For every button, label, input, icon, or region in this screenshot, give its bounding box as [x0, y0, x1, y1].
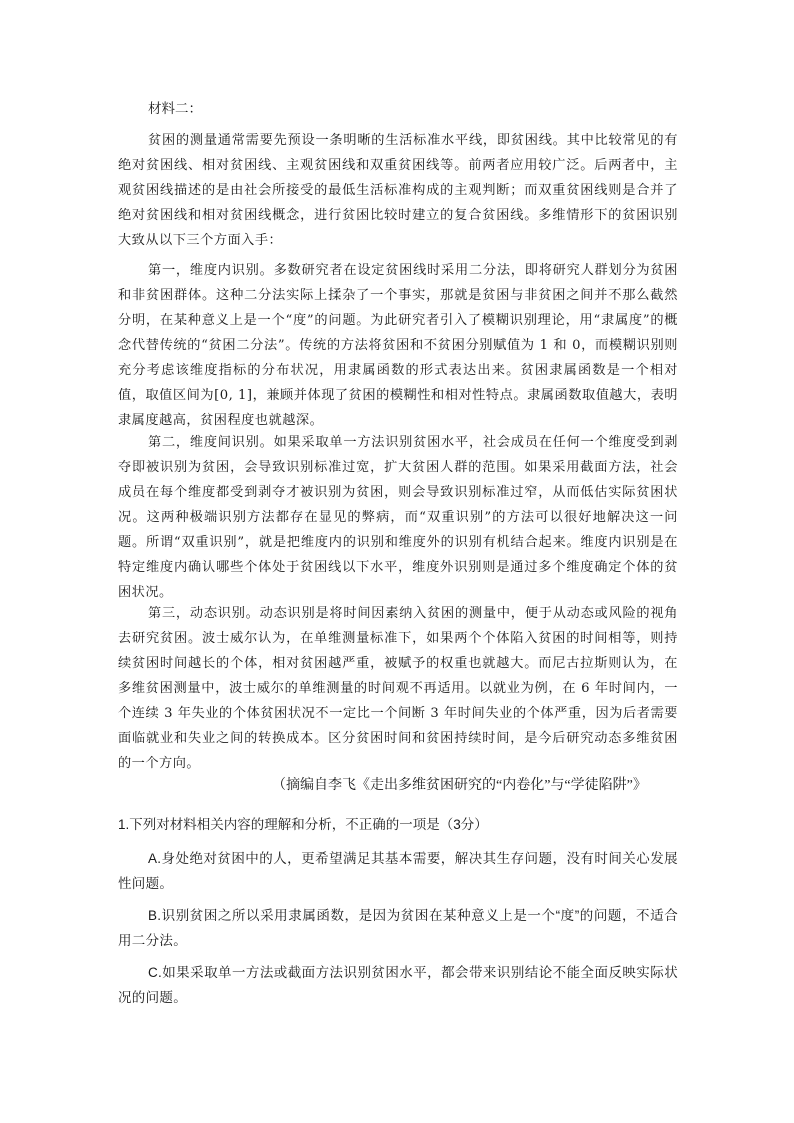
option-c: [118, 960, 678, 1010]
source-citation: （摘编自李飞《走出多维贫困研究的“内卷化”与“学徒陷阱”》: [272, 778, 647, 793]
option-text: A.身处绝对贫困中的人，更希望满足其基本需要，解决其生存问题，没有时间关心发展性问题。: [118, 851, 678, 891]
option-b: [118, 903, 678, 953]
material-heading: 材料二：: [148, 101, 202, 117]
paragraph-text: 第二，维度间识别。如果采取单一方法识别贫困水平，社会成员在任何一个维度受到剥夺即被识别为贫困，会导致识别标准过宽，扩大贫困人群的范围。如果采用截面方法，社会成员在每个维度都受到剥夺才被识别为贫困，则会导致识别标准过窄，从而低估实际贫困状况。这两种极端识别方法都存在显见的弊病，而“双重识别”的方法可以很好地解决这一问题。所谓“双重识别”，就是把维度内的识别和维度外的识别有机结合起来。维度内识别是在特定维度内确认哪些个体处于贫困线以下水平，维度外识别则是通过多个维度确定个体的贫困状况。: [118, 435, 678, 600]
option-a: [118, 846, 678, 896]
paragraph-dynamic: [118, 601, 678, 776]
option-text: C.如果采取单一方法或截面方法识别贫困水平，都会带来识别结论不能全面反映实际状况的问题。: [118, 965, 678, 1005]
option-text: B.识别贫困之所以采用隶属函数，是因为贫困在某种意义上是一个“度”的问题，不适合用二分法。: [118, 908, 678, 948]
paragraph-intro: [118, 128, 678, 253]
paragraph-dimension-within: [118, 258, 678, 433]
question-stem: 1.下列对材料相关内容的理解和分析，不正确的一项是（3分）: [118, 817, 488, 832]
paragraph-text: 贫困的测量通常需要先预设一条明晰的生活标准水平线，即贫困线。其中比较常见的有绝对贫困线、相对贫困线、主观贫困线和双重贫困线等。前两者应用较广泛。后两者中，主观贫困线描述的是由社会所接受的最低生活标准构成的主观判断；而双重贫困线则是合并了绝对贫困线和相对贫困线概念，进行贫困比较时建立的复合贫困线。多维情形下的贫困识别大致从以下三个方面入手：: [118, 133, 678, 248]
paragraph-text: 第一，维度内识别。多数研究者在设定贫困线时采用二分法，即将研究人群划分为贫困和非贫困群体。这种二分法实际上揉杂了一个事实，那就是贫困与非贫困之间并不那么截然分明，在某种意义上是一个“度”的问题。为此研究者引入了模糊识别理论，用“隶属度”的概念代替传统的“贫困二分法”。传统的方法将贫困和不贫困分别赋值为 1 和 0，而模糊识别则充分考虑该维度指标的分布状况，用隶属函数的形式表达出来。贫困隶属函数是一个相对值，取值区间为[0, 1]，兼顾并体现了贫困的模糊性和相对性特点。隶属函数取值越大，表明隶属度越高，贫困程度也就越深。: [118, 263, 678, 428]
paragraph-text: 第三，动态识别。动态识别是将时间因素纳入贫困的测量中，便于从动态或风险的视角去研究贫困。波士威尔认为，在单维测量标准下，如果两个个体陷入贫困的时间相等，则持续贫困时间越长的个体，相对贫困越严重，被赋予的权重也就越大。而尼古拉斯则认为，在多维贫困测量中，波士威尔的单维测量的时间观不再适用。以就业为例，在 6 年时间内，一个连续 3 年失业的个体贫困状况不一定比一个间断 3 年时间失业的个体严重，因为后者需要面临就业和失业之间的转换成本。区分贫困时间和贫困持续时间，是今后研究动态多维贫困的一个方向。: [118, 606, 678, 771]
paragraph-dimension-between: [118, 430, 678, 605]
